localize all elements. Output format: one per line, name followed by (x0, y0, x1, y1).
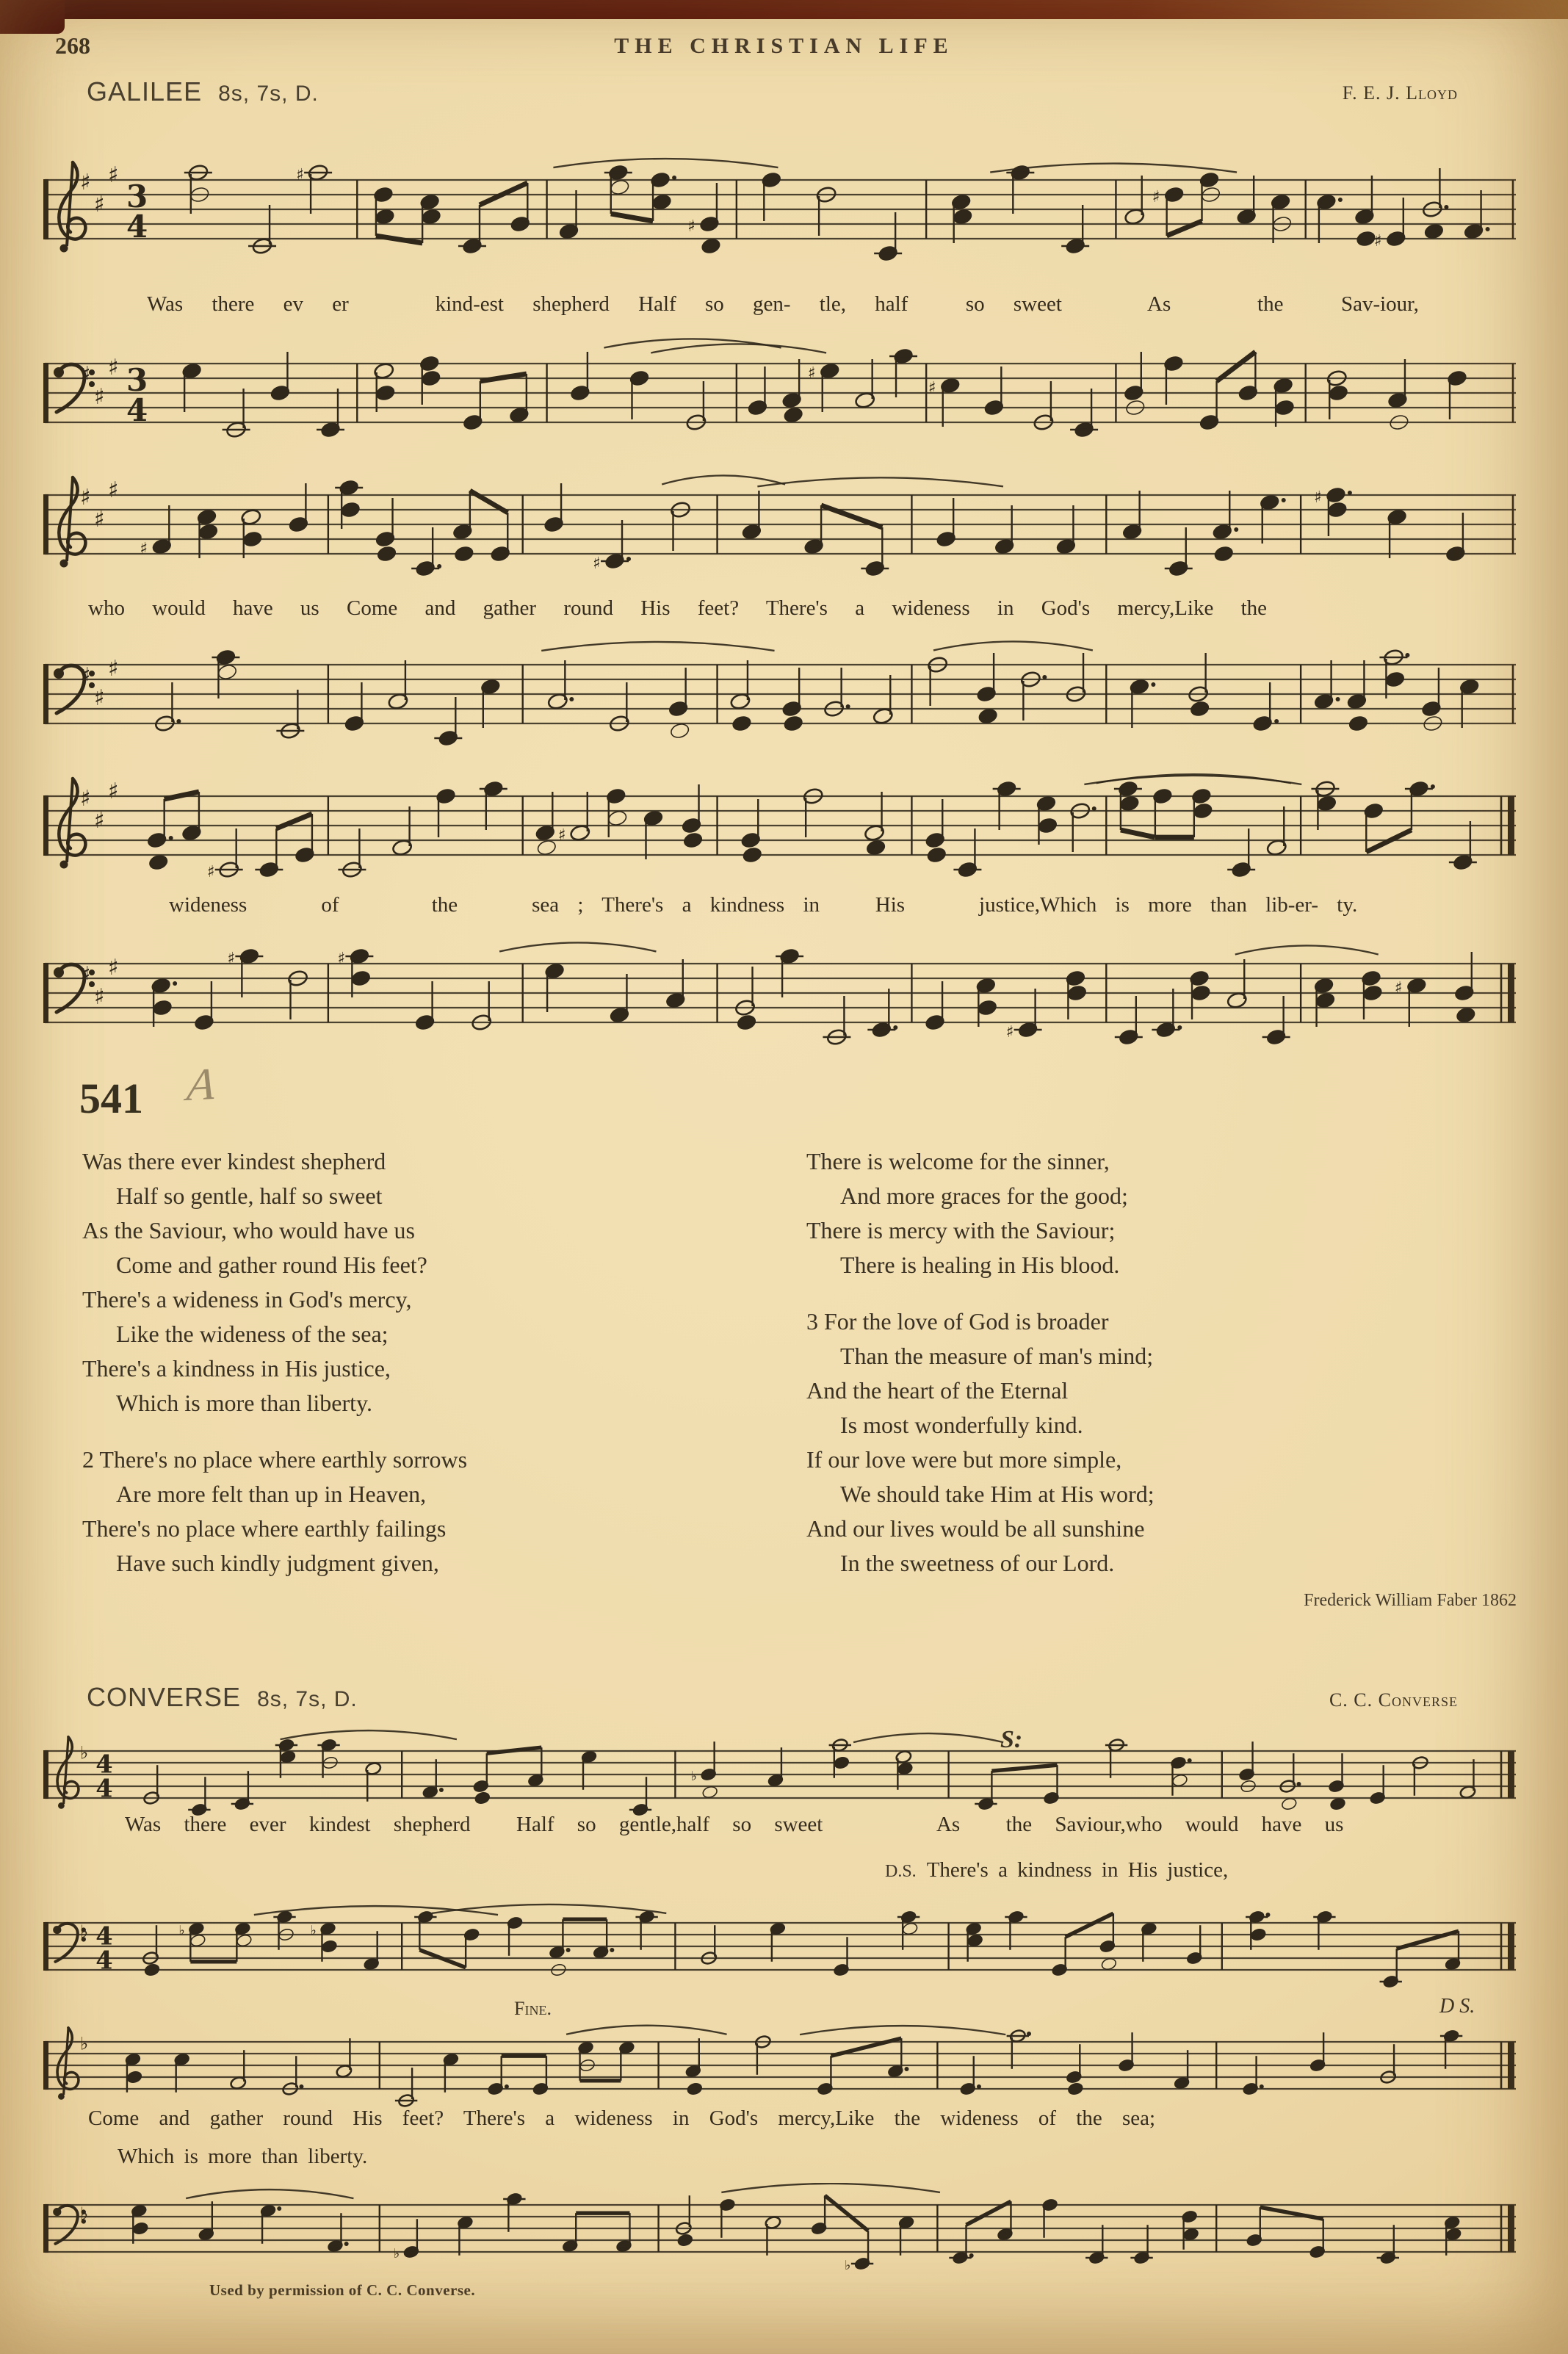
music-staff-bass (40, 334, 1520, 470)
composer-galilee: F. E. J. Lloyd (1342, 82, 1458, 104)
svg-text:4: 4 (95, 1945, 113, 1975)
svg-text:4: 4 (95, 1921, 113, 1951)
svg-text:♯: ♯ (108, 477, 119, 503)
svg-text:♭: ♭ (845, 2259, 851, 2273)
svg-text:♯: ♯ (108, 656, 119, 682)
music-staff-treble (40, 2021, 1520, 2109)
svg-text:♭: ♭ (393, 2247, 400, 2261)
verse-line: Is most wonderfully kind. (840, 1412, 1083, 1438)
segno-mark: S: (1000, 1726, 1023, 1753)
verse-line: And more graces for the good; (840, 1183, 1128, 1209)
svg-text:♭: ♭ (80, 1742, 89, 1763)
music-staff-treble (40, 147, 1520, 286)
converse-lyric-2: Come and gather round His feet? There's a wideness in God's mercy,Like the wideness of the sea; (88, 2106, 1156, 2130)
svg-text:♯: ♯ (227, 950, 236, 968)
svg-text:♯: ♯ (1152, 188, 1160, 206)
author-attribution: Frederick William Faber 1862 (1304, 1591, 1517, 1610)
ds-mark: D S. (1439, 1995, 1475, 2018)
svg-text:♭: ♭ (80, 2033, 89, 2054)
music-staff-bass (40, 1901, 1520, 1993)
verse-line: Have such kindly judgment given, (116, 1550, 439, 1576)
svg-text:4: 4 (95, 1773, 113, 1803)
verse-column-left (82, 1144, 787, 1581)
svg-text:♭: ♭ (178, 1924, 185, 1938)
fine-mark: Fine. (514, 1998, 552, 2019)
verse-line: There's no place where earthly failings (82, 1515, 447, 1542)
svg-text:3: 3 (126, 362, 148, 398)
converse-lyric-3: Which is more than liberty. (118, 2145, 368, 2168)
svg-text:♯: ♯ (687, 217, 696, 236)
verse-line: 3 For the love of God is broader (806, 1308, 1109, 1335)
verse-line: In the sweetness of our Lord. (840, 1550, 1115, 1576)
converse-ds-text: There's a kindness in His justice, (926, 1858, 1229, 1882)
svg-text:♯: ♯ (80, 663, 91, 689)
svg-text:♯: ♯ (206, 863, 215, 881)
ds-label: D.S. (885, 1862, 917, 1881)
svg-text:3: 3 (126, 178, 148, 214)
svg-text:♯: ♯ (296, 166, 304, 184)
verse-line: 2 There's no place where earthly sorrows (82, 1446, 468, 1473)
binding-corner (0, 0, 65, 34)
hymn-number: 541 (79, 1075, 143, 1122)
svg-text:♯: ♯ (1373, 232, 1382, 250)
svg-text:4: 4 (95, 1749, 113, 1779)
music-staff-bass (40, 635, 1520, 771)
tune-title-converse (87, 1682, 358, 1713)
svg-text:♯: ♯ (1005, 1023, 1014, 1041)
tune-name: CONVERSE (87, 1682, 242, 1712)
verse-line: There is welcome for the sinner, (806, 1148, 1110, 1174)
svg-text:4: 4 (126, 392, 148, 428)
verse-line: There's a wideness in God's mercy, (82, 1286, 412, 1313)
verse-column-right (806, 1144, 1530, 1611)
converse-lyric-1: Was there ever kindest shepherd Half so gentle,half so sweet As the Saviour,who would have us (125, 1813, 1344, 1836)
verse-line: And the heart of the Eternal (806, 1377, 1069, 1404)
stanza-2-continued (806, 1144, 1530, 1282)
verse-line: Are more felt than up in Heaven, (116, 1481, 427, 1507)
verse-line: There's a kindness in His justice, (82, 1355, 391, 1382)
svg-text:♯: ♯ (94, 808, 105, 834)
verse-line: If our love were but more simple, (806, 1446, 1122, 1473)
verse-line: Like the wideness of the sea; (116, 1321, 389, 1347)
book-top-edge (0, 0, 1568, 19)
svg-text:♯: ♯ (108, 955, 119, 981)
svg-text:♭: ♭ (80, 2203, 89, 2224)
verse-line: There is mercy with the Saviour; (806, 1217, 1116, 1243)
music-staff-treble (40, 472, 1520, 596)
svg-text:♯: ♯ (94, 384, 105, 410)
verse-line: Was there ever kindest shepherd (82, 1148, 386, 1174)
svg-text:♯: ♯ (80, 962, 91, 988)
tune-meter: 8s, 7s, D. (218, 82, 319, 106)
svg-text:♯: ♯ (108, 162, 119, 188)
tune-meter: 8s, 7s, D. (257, 1687, 358, 1711)
verse-line: We should take Him at His word; (840, 1481, 1155, 1507)
tune-name: GALILEE (87, 76, 203, 106)
music-staff-bass (40, 2183, 1520, 2275)
svg-text:♭: ♭ (690, 1769, 697, 1784)
svg-text:4: 4 (126, 209, 148, 245)
converse-ds-line (885, 1858, 1228, 1882)
svg-text:♯: ♯ (140, 540, 148, 558)
svg-text:♯: ♯ (80, 362, 91, 388)
running-head: THE CHRISTIAN LIFE (614, 34, 954, 58)
verse-line: Which is more than liberty. (116, 1390, 372, 1416)
stanza-3 (806, 1304, 1530, 1581)
verse-line: Than the measure of man's mind; (840, 1343, 1154, 1369)
verse-line: Come and gather round His feet? (116, 1252, 427, 1278)
svg-text:♯: ♯ (80, 170, 91, 195)
svg-text:♯: ♯ (94, 984, 105, 1010)
verse-line: And our lives would be all sunshine (806, 1515, 1145, 1542)
stanza-2 (82, 1443, 787, 1581)
svg-text:♯: ♯ (557, 826, 566, 845)
stanza-1 (82, 1144, 787, 1420)
galilee-lyric-3: wideness of the sea ; There's a kindness in His justice,Which is more than lib-er- ty. (169, 893, 1358, 917)
composer-converse: C. C. Converse (1329, 1689, 1458, 1711)
svg-text:♯: ♯ (1313, 488, 1322, 507)
svg-text:♭: ♭ (80, 1921, 89, 1942)
svg-text:♯: ♯ (94, 685, 105, 711)
svg-text:♯: ♯ (928, 379, 936, 397)
music-staff-treble (40, 1727, 1520, 1819)
svg-text:♯: ♯ (337, 950, 346, 968)
music-staff-bass (40, 933, 1520, 1076)
tune-title-galilee (87, 76, 319, 107)
svg-text:♯: ♯ (80, 786, 91, 812)
svg-text:♯: ♯ (1394, 979, 1403, 997)
galilee-lyric-2: who would have us Come and gather round His feet? There's a wideness in God's mercy,Like the (88, 596, 1268, 620)
svg-text:♯: ♯ (807, 364, 816, 383)
verse-line: Half so gentle, half so sweet (116, 1183, 383, 1209)
galilee-lyric-1: Was there ev er kind-est shepherd Half so gen- tle, half so sweet As the Sav-iour, (147, 292, 1419, 316)
hymn-annotation-handwritten: A (184, 1059, 218, 1111)
permission-footer: Used by permission of C. C. Converse. (209, 2281, 476, 2299)
svg-text:♯: ♯ (80, 485, 91, 510)
svg-text:♯: ♯ (593, 555, 601, 573)
svg-text:♯: ♯ (94, 192, 105, 217)
svg-text:♭: ♭ (310, 1924, 317, 1938)
verse-line: There is healing in His blood. (840, 1252, 1120, 1278)
verse-line: As the Saviour, who would have us (82, 1217, 415, 1243)
music-staff-treble (40, 773, 1520, 898)
svg-text:♯: ♯ (108, 779, 119, 804)
page-number: 268 (55, 32, 90, 59)
svg-text:♯: ♯ (94, 507, 105, 532)
svg-text:♯: ♯ (108, 355, 119, 380)
